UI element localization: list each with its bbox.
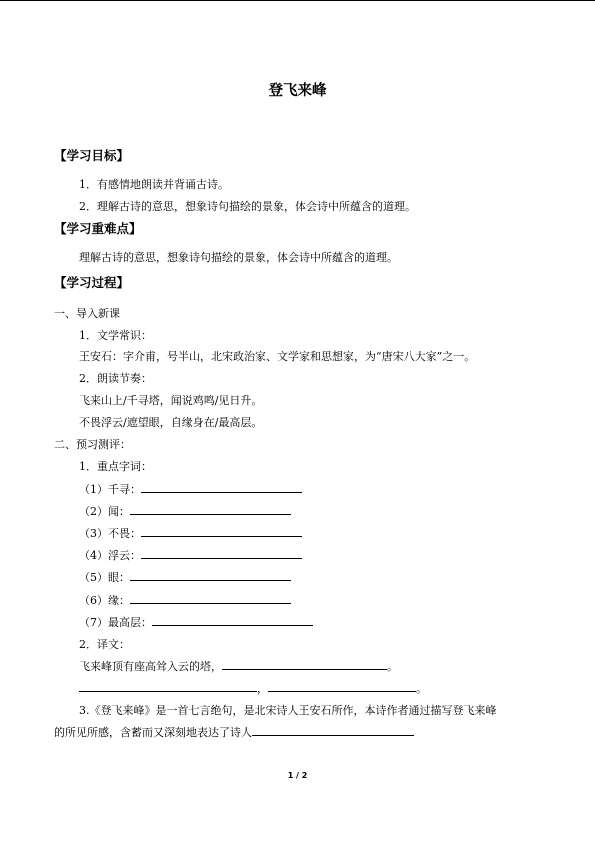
translation-line-1 [79,658,398,674]
reading-rhythm-label: 2．朗读节奏： [79,372,152,385]
translation-comma: ， [257,682,268,695]
word-item-3 [79,525,302,541]
answer-blank[interactable] [130,569,291,581]
translation-blank-2[interactable] [79,680,257,692]
section-preview-heading: 二、预习测评： [54,438,131,451]
section-intro-heading: 一、导入新课 [54,307,120,320]
key-words-label: 1．重点字词： [79,460,152,473]
answer-blank[interactable] [130,592,291,604]
answer-blank[interactable] [152,614,313,626]
translation-label: 2．译文： [79,638,130,651]
word-label: （6）缘： [79,594,130,607]
word-label: （4）浮云： [79,549,141,562]
word-item-7 [79,614,313,630]
word-label: （2）闻： [79,505,130,518]
answer-blank[interactable] [141,481,302,493]
top-border-line [0,0,595,1]
question-3-text: 的所见所感，含蓄而又深刻地表达了诗人 [54,726,252,739]
translation-blank-1[interactable] [222,658,387,670]
author-info-text: 王安石：字介甫，号半山，北宋政治家、文学家和思想家，为“唐宋八大家”之一。 [79,350,476,363]
answer-blank[interactable] [141,525,302,537]
translation-line-2 [79,680,427,696]
goals-heading: 【学习目标】 [54,148,130,163]
page-title: 登飞来峰 [268,83,327,99]
word-item-5 [79,569,291,585]
word-label: （7）最高层： [79,616,152,629]
answer-blank[interactable] [130,503,291,515]
goal-item-2: 2．理解古诗的意思，想象诗句描绘的景象，体会诗中所蕴含的道理。 [79,200,416,213]
key-points-text: 理解古诗的意思，想象诗句描绘的景象，体会诗中所蕴含的道理。 [79,251,398,264]
word-label: （1）千寻： [79,483,141,496]
page-number: 1 / 2 [287,771,308,780]
word-label: （5）眼： [79,571,130,584]
translation-prefix: 飞来峰顶有座高耸入云的塔， [79,660,222,673]
poem-line-1: 飞来山上/千寻塔，闻说鸡鸣/见日升。 [79,394,263,407]
question-3-line-1: 3.《登飞来峰》是一首七言绝句，是北宋诗人王安石所作，本诗作者通过描写登飞来峰 [79,704,497,717]
translation-end-1: 。 [387,660,398,673]
word-item-1 [79,481,302,497]
translation-end-2: 。 [416,682,427,695]
literature-knowledge-label: 1．文学常识： [79,329,152,342]
word-item-2 [79,503,291,519]
word-item-6 [79,592,291,608]
question-3-blank[interactable] [252,724,414,736]
answer-blank[interactable] [141,547,302,559]
key-points-heading: 【学习重难点】 [54,221,142,236]
question-3-line-2 [54,724,414,740]
word-item-4 [79,547,302,563]
translation-blank-3[interactable] [268,680,416,692]
goal-item-1: 1．有感情地朗读并背诵古诗。 [79,178,229,191]
word-label: （3）不畏： [79,527,141,540]
process-heading: 【学习过程】 [54,275,130,290]
poem-line-2: 不畏浮云/遮望眼，自缘身在/最高层。 [79,416,263,429]
